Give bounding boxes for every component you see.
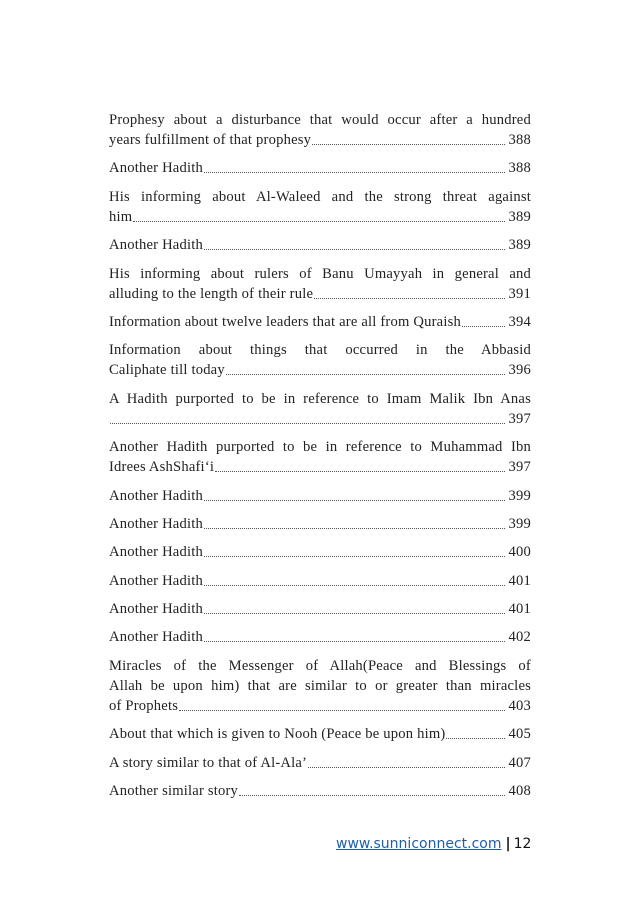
toc-entry-page: 391 — [508, 285, 531, 302]
footer-separator: | — [505, 836, 511, 852]
toc-entry[interactable] — [109, 312, 531, 332]
dot-leader — [239, 795, 504, 796]
toc-entry-leader-line — [109, 409, 531, 429]
toc-entry[interactable] — [109, 656, 531, 716]
toc-entry-page: 407 — [508, 754, 531, 771]
toc-entry-leader-line — [109, 542, 531, 562]
toc-entry-title: alluding to the length of their rule — [109, 285, 314, 302]
toc-entry-title: Another Hadith — [109, 629, 203, 646]
toc-entry-title: Another Hadith — [109, 515, 203, 532]
website-link[interactable]: www.sunniconnect.com — [336, 836, 502, 852]
toc-entry-page: 397 — [508, 410, 531, 427]
toc-entry[interactable] — [109, 437, 531, 477]
toc-entry-leader-line — [109, 235, 531, 255]
dot-leader — [446, 738, 504, 739]
toc-entry[interactable] — [109, 340, 531, 380]
toc-entry[interactable] — [109, 781, 531, 801]
toc-entry-title: Another Hadith — [109, 487, 203, 504]
toc-entry-title: A story similar to that of Al-Ala’ — [109, 754, 308, 771]
toc-entry[interactable] — [109, 235, 531, 255]
toc-entry[interactable] — [109, 571, 531, 591]
dot-leader — [314, 298, 504, 299]
toc-entry-page: 408 — [508, 783, 531, 800]
toc-entry-title: Another Hadith — [109, 601, 203, 618]
toc-entry-title: About that which is given to Nooh (Peace be upon him) — [109, 726, 446, 743]
toc-entry-title: Another Hadith — [109, 572, 203, 589]
toc-entry-leader-line — [109, 284, 531, 304]
toc-entry[interactable] — [109, 264, 531, 304]
dot-leader — [308, 767, 504, 768]
toc-entry-title-line: Prophesy about a disturbance that would occur after a hundred — [109, 112, 531, 128]
toc-entry-page: 401 — [508, 572, 531, 589]
toc-entry-title-line: Allah be upon him) that are similar to or greater than miracles — [109, 677, 531, 694]
toc-entry-leader-line — [109, 130, 531, 150]
dot-leader — [204, 172, 505, 173]
toc-entry-page: 389 — [508, 237, 531, 254]
toc-entry[interactable] — [109, 389, 531, 429]
toc-entry-page: 388 — [508, 160, 531, 177]
toc-entry-page: 400 — [508, 544, 531, 561]
toc-entry-leader-line — [109, 158, 531, 178]
toc-entry-page: 402 — [508, 629, 531, 646]
toc-entry-title-line: His informing about rulers of Banu Umayyah in general and — [109, 265, 531, 282]
toc-entry-title: Another similar story — [109, 783, 239, 800]
toc-entry-page: 405 — [508, 726, 531, 743]
toc-entry-title-line: His informing about Al-Waleed and the strong threat against — [109, 188, 531, 205]
toc-entry-leader-line — [109, 207, 531, 227]
toc-entry[interactable] — [109, 599, 531, 619]
toc-entry-page: 399 — [508, 487, 531, 504]
table-of-contents — [109, 110, 531, 809]
toc-entry-title: Information about twelve leaders that are all from Quraish — [109, 313, 461, 330]
toc-entry-leader-line — [109, 571, 531, 591]
toc-entry-title: Another Hadith — [109, 544, 203, 561]
toc-entry-page: 389 — [508, 208, 531, 225]
toc-entry-page: 401 — [508, 601, 531, 618]
toc-entry-title: Idrees AshShafi‘i — [109, 459, 215, 476]
toc-entry-leader-line — [109, 457, 531, 477]
toc-entry-title-line: A Hadith purported to be in reference to Imam Malik Ibn Anas — [109, 390, 531, 407]
toc-entry-title: him — [109, 208, 133, 225]
toc-entry-title: Caliphate till today — [109, 362, 225, 379]
dot-leader — [204, 585, 505, 586]
dot-leader — [204, 500, 505, 501]
toc-entry[interactable] — [109, 187, 531, 227]
toc-entry-title-line: Information about things that occurred in the Abbasid — [109, 342, 531, 359]
dot-leader — [110, 423, 505, 424]
dot-leader — [204, 641, 505, 642]
toc-entry-page: 388 — [508, 132, 531, 148]
dot-leader — [204, 528, 505, 529]
page-footer — [336, 836, 531, 852]
toc-entry-leader-line — [109, 514, 531, 534]
dot-leader — [215, 471, 504, 472]
toc-entry-leader-line — [109, 599, 531, 619]
toc-entry-title: years fulfillment of that prophesy — [109, 132, 312, 148]
toc-entry-leader-line — [109, 486, 531, 506]
toc-entry-leader-line — [109, 781, 531, 801]
toc-entry-page: 394 — [508, 313, 531, 330]
toc-entry-leader-line — [109, 753, 531, 773]
toc-entry[interactable] — [109, 627, 531, 647]
toc-entry[interactable] — [109, 110, 531, 150]
page-number: 12 — [513, 836, 532, 852]
dot-leader — [462, 326, 505, 327]
toc-entry-title: of Prophets — [109, 697, 179, 714]
toc-entry[interactable] — [109, 753, 531, 773]
toc-entry-title: Another Hadith — [109, 160, 203, 177]
toc-entry-page: 397 — [508, 459, 531, 476]
dot-leader — [204, 249, 505, 250]
toc-entry[interactable] — [109, 514, 531, 534]
dot-leader — [204, 613, 505, 614]
dot-leader — [179, 710, 504, 711]
toc-entry-title-line: Another Hadith purported to be in reference to Muhammad Ibn — [109, 439, 531, 456]
dot-leader — [133, 221, 504, 222]
toc-entry-leader-line — [109, 312, 531, 332]
toc-entry-page: 396 — [508, 362, 531, 379]
toc-entry[interactable] — [109, 486, 531, 506]
toc-entry-page: 399 — [508, 515, 531, 532]
toc-entry-leader-line — [109, 360, 531, 380]
toc-entry[interactable] — [109, 158, 531, 178]
dot-leader — [226, 374, 505, 375]
toc-entry-title: Another Hadith — [109, 237, 203, 254]
toc-entry[interactable] — [109, 724, 531, 744]
toc-entry-title-line: Miracles of the Messenger of Allah(Peace and Blessings of — [109, 657, 531, 674]
toc-entry-leader-line — [109, 696, 531, 716]
dot-leader — [204, 556, 505, 557]
toc-entry[interactable] — [109, 542, 531, 562]
dot-leader — [312, 144, 504, 145]
toc-entry-leader-line — [109, 724, 531, 744]
toc-entry-page: 403 — [508, 697, 531, 714]
toc-entry-leader-line — [109, 627, 531, 647]
